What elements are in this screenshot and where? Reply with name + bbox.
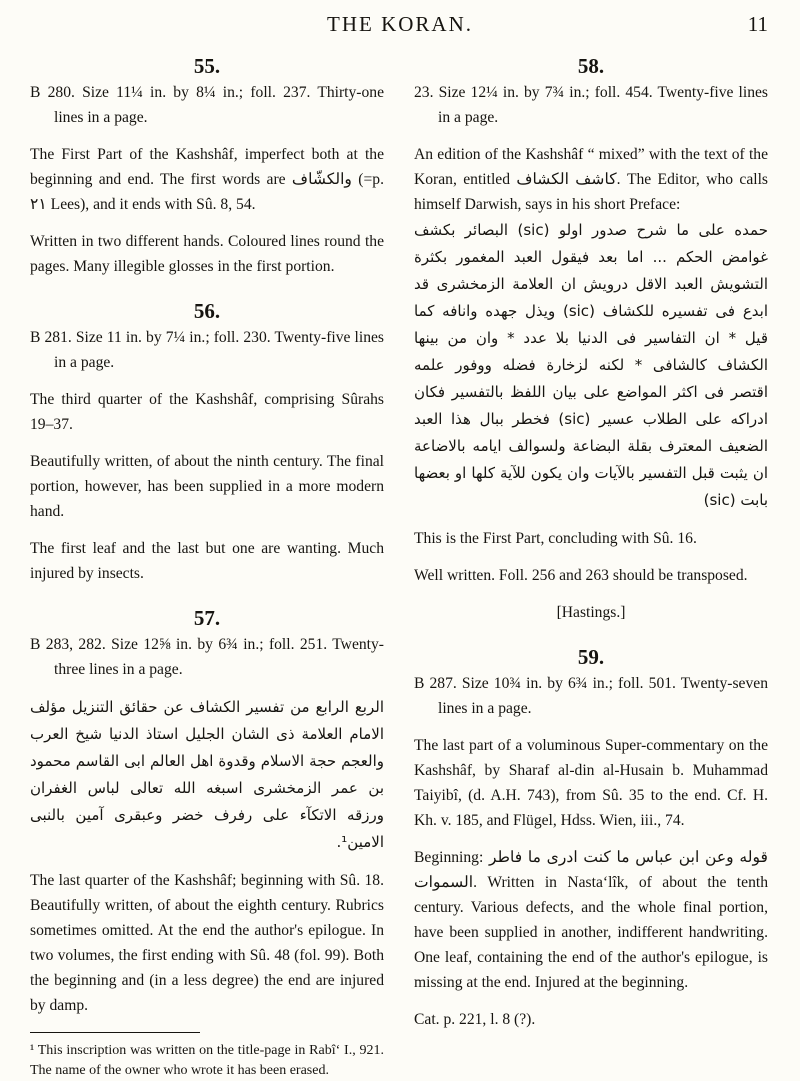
entry-paragraph: The last part of a voluminous Super-commentary on the Kashshâf, by Sharaf al-din al-Husain b. Muhammad Taiyibî, (d. A.H. 743), from Sû. 35 to the end. Cf. H. Kh. v. 185, and Flügel, Hdss. Wien, iii., 74. [414, 737, 768, 829]
entry-paragraph: The first leaf and the last but one are wanting. Much injured by insects. [30, 540, 384, 582]
entry-heading: 23. Size 12¼ in. by 7¾ in.; foll. 454. Twenty-five lines in a page. [414, 84, 768, 126]
entry-paragraph: Well written. Foll. 256 and 263 should be transposed. [414, 567, 748, 584]
entry-number: 57. [193, 606, 221, 630]
running-title: THE KORAN. [327, 12, 473, 36]
entry-paragraph: Cat. p. 221, l. 8 (?). [414, 1011, 536, 1028]
entry-heading: B 280. Size 11¼ in. by 8¼ in.; foll. 237. Thirty-one lines in a page. [30, 84, 384, 126]
entry-paragraph: This is the First Part, concluding with Sû. 16. [414, 530, 697, 547]
arabic-preface: حمده على ما شرح صدور اولو (sic) البصائر بكشف غوامض الحكم ... اما بعد فيقول العبد المغمور بكثرة التشويش العبد الاقل درويش ان العلامة الزمخشرى قد ابدع فى تفسيره للكشاف (sic) ويذل جهده وانافه كما قيل * ان التفاسير فى الدنيا بلا عدد * وان من بينها الكشاف كالشافى * لكنه لزخارة فضله ووفور علمه اقتصر فى اكثر المواضع على بيان اللفظ بالتفسير فكان ادراكه على الطلاب عسير (sic) فخطر ببال هذا العبد الضعيف المعترف بقلة البضاعة ولسوالف ايامه بالاضاعة ان يثبت قبل التفسير بالآيات وان يكون للآية كلها او بعضها بابت (sic) [414, 221, 768, 509]
page-header [0, 12, 800, 42]
entry-heading: B 281. Size 11 in. by 7¼ in.; foll. 230. Twenty-five lines in a page. [30, 329, 384, 371]
page-number: 11 [747, 12, 768, 36]
entry-number: 58. [577, 54, 605, 78]
left-column [30, 52, 384, 1081]
footnote: ¹ This inscription was written on the title-page in Rabî‘ I., 921. The name of the owner who wrote it has been erased. [30, 1043, 384, 1078]
entry-paragraph: Beginning: قوله وعن ابن عباس ما كنت ادرى ما فاطر السموات. Written in Nasta‘lîk, of about the tenth century. Various defects, and the whole final portion, have been supplied in another, indifferent handwriting. One leaf, containing the end of the author's epilogue, is missing at the end. Injured at the beginning. [414, 849, 768, 991]
arabic-inscription: الربع الرابع من تفسير الكشاف عن حقائق التنزيل مؤلف الامام العلامة ذى الشان الجليل استاذ الدنيا شيخ العرب والعجم حجة الاسلام وقدوة اهل العالم ابى القاسم محمود بن عمر الزمخشرى اسبغه الله تعالى لباس الغفران ورزقه الاتكآء على رفرف خضر وعبقرى آمين بالنبى الامين¹. [30, 698, 384, 851]
entry-number: 55. [193, 54, 221, 78]
entry-number: 59. [577, 645, 605, 669]
entry-paragraph: An edition of the Kashshâf “ mixed” with the text of the Koran, entitled كاشف الكشاف. The Editor, who calls himself Darwish, says in his short Preface: [414, 146, 768, 213]
entry-paragraph: Beautifully written, of about the ninth century. The final portion, however, has been supplied in a more modern hand. [30, 453, 384, 520]
entry-heading: B 283, 282. Size 12⅝ in. by 6¾ in.; foll. 251. Twenty-three lines in a page. [30, 636, 384, 678]
footnote-rule [30, 1032, 200, 1033]
entry-paragraph: The last quarter of the Kashshâf; beginning with Sû. 18. Beautifully written, of about the eighth century. Rubrics sometimes omitted. At the end the author's epilogue. In two volumes, the first ending with Sû. 48 (fol. 99). Both the beginning and (in a less degree) the end are injured by damp. [30, 872, 384, 1014]
right-column [414, 52, 768, 1032]
entry-heading: B 287. Size 10¾ in. by 6¾ in.; foll. 501. Twenty-seven lines in a page. [414, 675, 768, 717]
signature: [Hastings.] [556, 604, 626, 621]
entry-paragraph: The third quarter of the Kashshâf, comprising Sûrahs 19–37. [30, 391, 384, 433]
entry-paragraph: The First Part of the Kashshâf, imperfect both at the beginning and end. The first words are والكشّاف (=p. ٢١ Lees), and it ends with Sû. 8, 54. [30, 146, 384, 213]
entry-number: 56. [193, 299, 221, 323]
entry-paragraph: Written in two different hands. Coloured lines round the pages. Many illegible glosses in the first portion. [30, 233, 384, 275]
